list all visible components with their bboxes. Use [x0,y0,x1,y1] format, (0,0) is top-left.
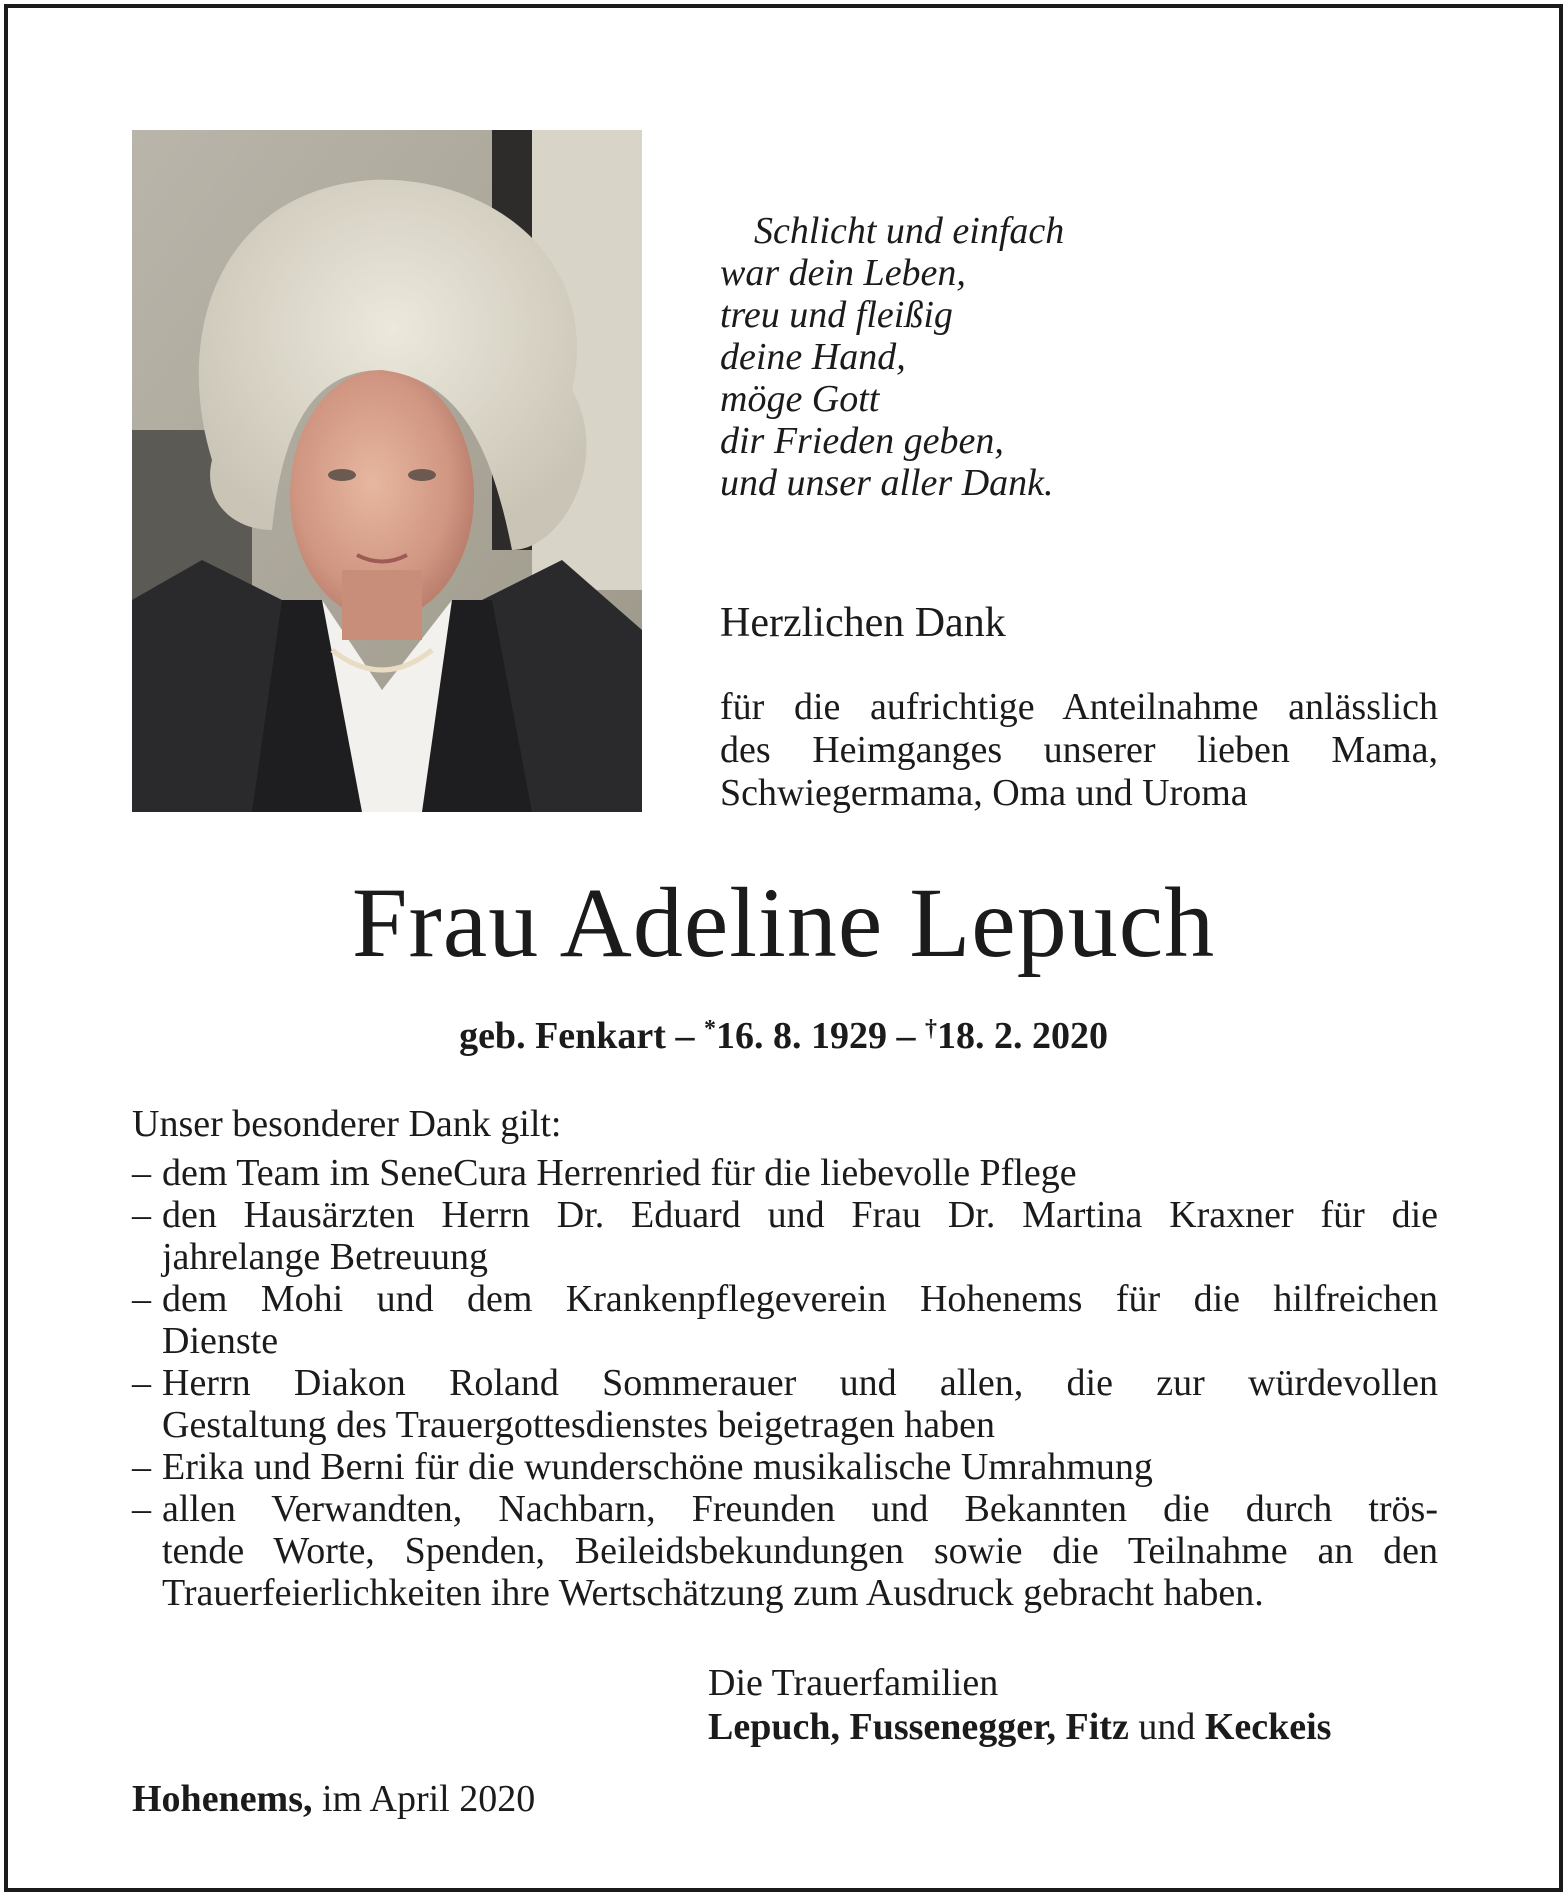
thanks-text [720,686,1438,815]
list-item-line: – Herrn Diakon Roland Sommerauer und allen, die zur würdevollen [162,1362,1438,1404]
family-name: Lepuch, [708,1706,840,1748]
date: im April 2020 [322,1778,536,1820]
thanks-line: für die aufrichtige Anteilnahme anlässlich [720,686,1438,728]
deceased-name: Frau Adeline Lepuch [351,867,1216,978]
family-name: Fussenegger, [849,1706,1057,1748]
poem-line: möge Gott [720,378,880,420]
thanks-line: des Heimganges unserer lieben Mama, [720,729,1438,771]
poem-line: treu und fleißig [720,294,953,336]
life-dates [0,1005,1567,1060]
death-symbol: † [924,1016,937,1042]
portrait-image [132,130,642,812]
place-date [132,1777,535,1821]
family-name: Keckeis [1204,1706,1332,1748]
portrait-photo [132,130,642,812]
poem-line: deine Hand, [720,336,906,378]
list-item-line: Gestaltung des Trauergottesdienstes beigetragen haben [162,1404,995,1446]
dates-separator: – [896,1015,916,1057]
list-item-line: Dienste [162,1320,279,1362]
place: Hohenems, [132,1778,313,1820]
poem-line: Schlicht und einfach [754,210,1065,252]
birth-date: 16. 8. 1929 [715,1015,887,1057]
list-item [132,1362,1438,1446]
list-item-line: – allen Verwandten, Nachbarn, Freunden und Bekannten die durch trös- [162,1488,1438,1530]
list-item-line: – dem Mohi und dem Krankenpflegeverein Hohenems für die hilfreichen [162,1278,1438,1320]
poem-line: war dein Leben, [720,252,966,294]
list-item [132,1488,1438,1614]
list-item-line: tende Worte, Spenden, Beileidsbekundungen sowie die Teilnahme an den [162,1530,1438,1572]
list-item [132,1194,1438,1278]
conjunction: und [1138,1706,1196,1748]
list-item [132,1446,1438,1488]
list-item [132,1152,1438,1194]
thanks-heading: Herzlichen Dank [720,600,1006,646]
list-item [132,1278,1438,1362]
death-date: 18. 2. 2020 [936,1015,1108,1057]
signature [708,1661,1440,1749]
list-item-line: – Erika und Berni für die wunderschöne musikalische Umrahmung [162,1446,1153,1488]
birth-symbol: * [703,1016,716,1042]
signature-families [708,1705,1440,1749]
list-item-line: Trauerfeierlichkeiten ihre Wertschätzung zum Ausdruck gebracht haben. [162,1572,1264,1614]
acknowledgements-intro: Unser besonderer Dank gilt: [132,1103,562,1145]
poem-line: und unser aller Dank. [720,462,1054,504]
dates-separator: – [675,1015,695,1057]
list-item-line: – den Hausärzten Herrn Dr. Eduard und Frau Dr. Martina Kraxner für die [162,1194,1438,1236]
poem-line: dir Frieden geben, [720,420,1004,462]
signature-intro: Die Trauerfamilien [708,1662,999,1704]
poem [720,210,1440,504]
thanks-line: Schwiegermama, Oma und Uroma [720,772,1248,814]
family-name: Fitz [1065,1706,1129,1748]
acknowledgements-list [132,1152,1438,1614]
list-item-line: – dem Team im SeneCura Herrenried für die liebevolle Pflege [162,1152,1077,1194]
maiden-name: geb. Fenkart [459,1015,666,1057]
list-item-line: jahrelange Betreuung [162,1236,489,1278]
